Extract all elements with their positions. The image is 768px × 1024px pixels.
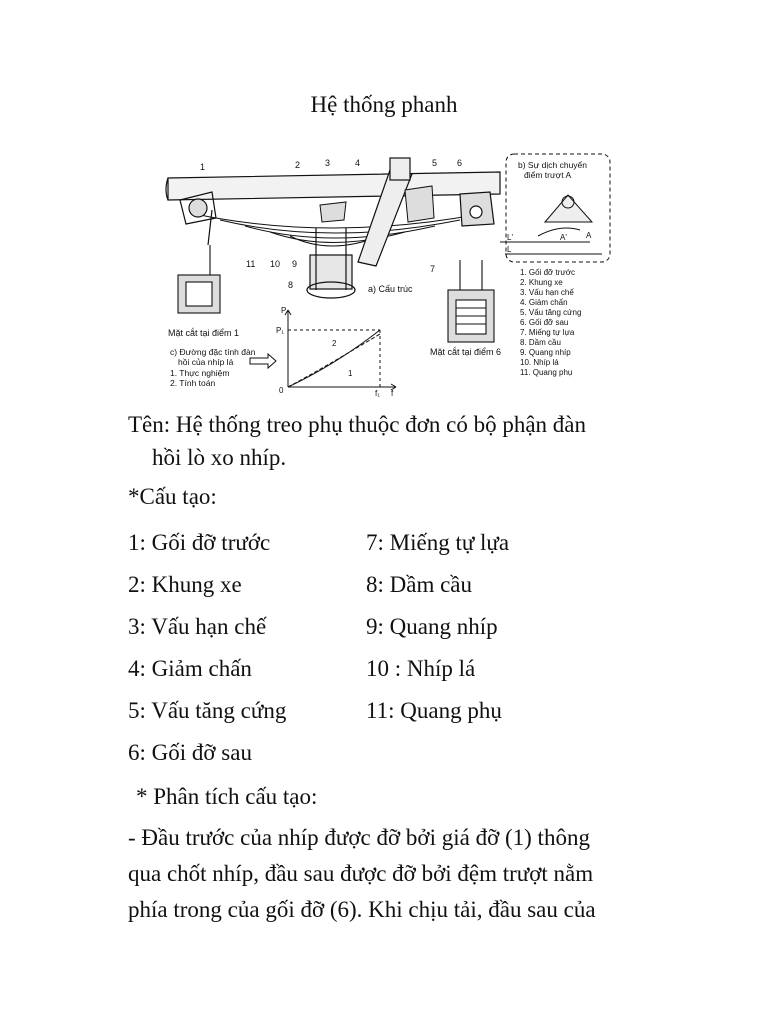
paragraph-line: qua chốt nhíp, đầu sau được đỡ bởi đệm trượt nằm bbox=[128, 861, 594, 886]
part-number-2: 2 bbox=[295, 160, 301, 170]
chart-caption-line2: hồi của nhíp lá bbox=[178, 357, 234, 367]
analysis-heading: * Phân tích cấu tạo: bbox=[136, 784, 318, 809]
inset-label-l-prime: L' bbox=[507, 233, 513, 242]
figure-legend bbox=[520, 268, 581, 377]
legend-item: 10. Nhíp lá bbox=[520, 358, 559, 367]
part-item: 3: Vấu hạn chế bbox=[128, 614, 267, 639]
legend-item: 11. Quang phụ bbox=[520, 368, 573, 377]
suspension-diagram-svg bbox=[150, 150, 620, 400]
page-title: Hệ thống phanh bbox=[310, 92, 458, 117]
legend-item: 8. Dầm cầu bbox=[520, 338, 561, 347]
part-number-4: 4 bbox=[355, 158, 361, 168]
chart-caption-line1: c) Đường đặc tính đàn bbox=[170, 347, 256, 357]
part-item: 9: Quang nhíp bbox=[366, 614, 498, 639]
inset-label-a: A bbox=[586, 231, 592, 240]
frame-drawing bbox=[166, 172, 500, 200]
part-item: 11: Quang phụ bbox=[366, 698, 502, 723]
legend-item: 5. Vấu tăng cứng bbox=[520, 308, 582, 317]
legend-item: 7. Miếng tự lựa bbox=[520, 328, 575, 337]
chart-axis-p1: P₁ bbox=[276, 326, 285, 335]
legend-item: 9. Quang nhíp bbox=[520, 348, 571, 357]
section-right-drawing bbox=[448, 260, 494, 342]
chart-legend-1: 1. Thực nghiệm bbox=[170, 368, 230, 378]
inset-title-line1: b) Sự dịch chuyển bbox=[518, 160, 588, 170]
caption-structure: a) Cấu trúc bbox=[368, 284, 413, 294]
part-number-6: 6 bbox=[457, 158, 463, 168]
structure-heading: *Cấu tạo: bbox=[128, 484, 217, 509]
section-left-drawing bbox=[178, 245, 220, 313]
part-number-9: 9 bbox=[292, 259, 298, 269]
bump-stop-drawing bbox=[320, 202, 346, 222]
part-number-3: 3 bbox=[325, 158, 331, 168]
rear-support-drawing bbox=[460, 192, 494, 226]
name-line-2: hồi lò xo nhíp. bbox=[152, 445, 287, 470]
inset-drawing bbox=[500, 195, 602, 254]
axle-drawing bbox=[307, 228, 355, 298]
chart-axis-f1: f₁ bbox=[375, 389, 380, 398]
inset-label-l: L bbox=[507, 245, 512, 254]
part-number-5: 5 bbox=[432, 158, 438, 168]
legend-item: 3. Vấu hạn chế bbox=[520, 288, 574, 297]
chart-axis-f: f bbox=[391, 389, 394, 398]
helper-bracket-drawing bbox=[405, 186, 434, 222]
legend-item: 2. Khung xe bbox=[520, 278, 563, 287]
part-item: 5: Vấu tăng cứng bbox=[128, 698, 287, 723]
analysis-paragraph bbox=[128, 820, 668, 928]
part-number-1: 1 bbox=[200, 162, 206, 172]
part-number-7: 7 bbox=[430, 264, 436, 274]
part-item: 2: Khung xe bbox=[128, 572, 242, 597]
legend-item: 1. Gối đỡ trước bbox=[520, 268, 575, 277]
inset-label-a-prime: A' bbox=[560, 233, 567, 242]
part-item: 6: Gối đỡ sau bbox=[128, 740, 252, 765]
part-item: 8: Dầm cầu bbox=[366, 572, 473, 597]
part-item: 4: Giảm chấn bbox=[128, 656, 252, 681]
suspension-diagram bbox=[150, 150, 620, 400]
paragraph-line: phía trong của gối đỡ (6). Khi chịu tải, đầu sau của bbox=[128, 897, 596, 922]
inset-title-line2: điểm trượt A bbox=[524, 170, 572, 180]
part-item: 7: Miếng tự lựa bbox=[366, 530, 510, 555]
legend-item: 6. Gối đỡ sau bbox=[520, 318, 569, 327]
section-right-label: Mặt cắt tại điểm 6 bbox=[430, 347, 502, 357]
chart-curve-label-2: 2 bbox=[332, 339, 337, 348]
chart-legend-2: 2. Tính toán bbox=[170, 378, 216, 388]
part-number-10: 10 bbox=[270, 259, 281, 269]
elastic-chart bbox=[285, 310, 396, 390]
chart-curve-label-1: 1 bbox=[348, 369, 353, 378]
section-left-label: Mặt cắt tại điểm 1 bbox=[168, 328, 240, 338]
name-line-1: Tên: Hệ thống treo phụ thuộc đơn có bộ phận đàn bbox=[128, 412, 587, 437]
part-number-11: 11 bbox=[246, 259, 256, 269]
chart-axis-p: P bbox=[281, 306, 287, 315]
paragraph-line: - Đầu trước của nhíp được đỡ bởi giá đỡ (1) thông bbox=[128, 825, 590, 850]
name-paragraph bbox=[128, 408, 688, 474]
chart-axis-origin: 0 bbox=[279, 386, 284, 395]
part-item: 1: Gối đỡ trước bbox=[128, 530, 271, 555]
part-number-8: 8 bbox=[288, 280, 294, 290]
part-item: 10 : Nhíp lá bbox=[366, 656, 476, 681]
legend-item: 4. Giảm chấn bbox=[520, 298, 568, 307]
